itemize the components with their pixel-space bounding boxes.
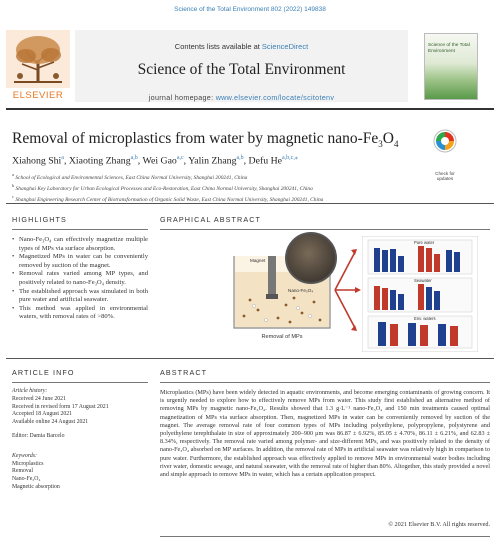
author-name[interactable]: Yalin Zhang bbox=[188, 155, 237, 167]
publisher-name: ELSEVIER bbox=[12, 90, 64, 101]
magnet-label: Magnet bbox=[250, 258, 266, 263]
online-date: Available online 24 August 2021 bbox=[12, 419, 89, 426]
abstract-rule bbox=[160, 382, 490, 383]
particles-label: Nano-Fe₃O₄ bbox=[288, 288, 314, 293]
graphical-abstract-caption: Removal of MPs bbox=[261, 334, 303, 340]
contents-line bbox=[75, 42, 408, 51]
author-name[interactable]: Xiahong Shi bbox=[12, 155, 62, 167]
affiliation-text: School of Ecological and Environmental Sciences, East China Normal University, Shanghai 200241, China bbox=[15, 174, 248, 181]
keyword[interactable]: Removal bbox=[12, 468, 33, 475]
author-affil-mark[interactable]: a,b bbox=[236, 155, 244, 161]
highlight-item: • The established approach was simulated in both pure water and artificial seawater. bbox=[12, 288, 148, 305]
sem-micrograph bbox=[285, 232, 337, 284]
author-affil-mark[interactable]: a,b,c,⁎ bbox=[282, 155, 298, 161]
affiliation-mark: b bbox=[12, 183, 15, 189]
affiliation-mark: a bbox=[12, 172, 14, 177]
chart-panel-title: Pure water bbox=[414, 240, 435, 245]
chart-panel-title: Env. waters bbox=[414, 316, 436, 321]
keyword[interactable]: Magnetic absorption bbox=[12, 483, 60, 490]
header-divider bbox=[6, 203, 494, 204]
journal-reference[interactable]: Science of the Total Environment 802 (2022) 149838 bbox=[174, 6, 326, 13]
article-info bbox=[12, 388, 148, 492]
title-subscript-3: 3 bbox=[378, 139, 383, 150]
affiliation-text: Shanghai Key Laboratory for Urban Ecological Processes and Eco-Restoration, East China Normal University, Shanghai 200241, China bbox=[15, 186, 313, 192]
title-subscript-4: 4 bbox=[394, 139, 399, 150]
highlights-list bbox=[12, 236, 148, 322]
contents-prefix: Contents lists available at bbox=[174, 42, 262, 51]
affiliations bbox=[12, 171, 492, 205]
flow-arrows bbox=[333, 240, 363, 340]
highlights-rule bbox=[12, 229, 148, 230]
abstract-heading: ABSTRACT bbox=[160, 368, 208, 377]
graphical-abstract-rule bbox=[160, 229, 490, 230]
author-name[interactable]: Wei Gao bbox=[142, 155, 177, 167]
abstract-text: Microplastics (MPs) have been widely detected in aquatic environments, and become emerging contaminants of growing concern. It is urgently needed to explore how to effectively remove MPs from water. This study first established an alternative method of removing MPs by magnetic nano-Fe₃O₄. Results showed that 1.3 g·L⁻¹ nano-Fe₃O₄ and 150 min treatments caused optimal magnetization of MPs via surface absorption. Then, magnetized MPs in water can be conveniently removed by suction of the magnet. The average removal rate of four common types of MPs including polyethylene, polypropylene, polystyrene and polyethylene terephthalate in size of approximately 200–900 μm was 86.87 ± 6.92%, 85.05 ± 4.70%, 86.11 ± 6.21%, and 62.83 ± 8.34%, respectively. The removal rate varied among polymer- and size-different MPs, and was positively related to the density of nano-Fe₃O₄ absorbed on MP surfaces. In addition, the removal rate of MPs in artificial seawater was relatively high in comparison to pure water. Furthermore, the established approach was effectively applied to remove MPs in environmental water bodies including river water, domestic sewage, and natural seawater, with the removal rate of higher than 80%. Altogether, this study provided a novel and simple approach to remove MPs in water, which has a certain application prospect. bbox=[160, 389, 490, 479]
title-main: Removal of microplastics from water by magnetic nano-Fe bbox=[12, 130, 379, 147]
highlight-item: • This method was applied in environmental waters, with removal rates of >80%. bbox=[12, 305, 148, 322]
affiliation-line bbox=[12, 182, 492, 193]
title-o: O bbox=[382, 130, 394, 147]
author-list: Xiahong Shi$^a$, Xiaoting Zhang$^{a,b}$, Wei Gao$^{a,c}$, Yalin Zhang$^{a,b}$, Defu $He^{a,b,c,⁎}$ bbox=[12, 155, 298, 167]
sciencedirect-link[interactable]: ScienceDirect bbox=[261, 42, 309, 51]
journal-title: Science of the Total Environment bbox=[137, 61, 346, 78]
highlight-item: • Removal rates varied among MP types, and positively related to nano-Fe₃O₄ density. bbox=[12, 270, 148, 287]
author-affil-mark[interactable]: a,c bbox=[176, 155, 184, 161]
abstract-divider bbox=[6, 358, 494, 359]
graphical-abstract-charts bbox=[362, 236, 478, 352]
check-for-updates-badge[interactable] bbox=[430, 128, 460, 181]
author-affil-mark[interactable]: a bbox=[61, 155, 64, 161]
homepage-link[interactable]: www.elsevier.com/locate/scitotenv bbox=[215, 93, 335, 102]
graphical-abstract-heading: GRAPHICAL ABSTRACT bbox=[160, 215, 262, 224]
keywords-label: Keywords: bbox=[12, 452, 37, 459]
author-affil-mark[interactable]: a,b bbox=[130, 155, 138, 161]
author-name[interactable]: Xiaoting Zhang bbox=[68, 155, 131, 167]
article-info-rule bbox=[12, 382, 148, 383]
affiliation-mark: c bbox=[12, 194, 14, 200]
article-title bbox=[12, 130, 412, 149]
masthead-rule bbox=[6, 108, 494, 110]
affiliation-line bbox=[12, 171, 492, 182]
keyword[interactable]: Nano-Fe₃O₄ bbox=[12, 476, 41, 483]
accepted-date: Accepted 18 August 2021 bbox=[12, 411, 73, 418]
highlight-item: • Magnetized MPs in water can be conveniently removed by suction of the magnet. bbox=[12, 253, 148, 270]
abstract-bottom-rule bbox=[160, 536, 490, 537]
author-name[interactable]: Defu He bbox=[248, 155, 283, 167]
highlights-heading: HIGHLIGHTS bbox=[12, 215, 67, 224]
revised-date: Received in revised form 17 August 2021 bbox=[12, 403, 109, 410]
badge-label: Check for updates bbox=[435, 171, 455, 181]
history-label: Article history: bbox=[12, 388, 48, 394]
chart-panel-title: Seawater bbox=[414, 278, 432, 283]
journal-homepage bbox=[75, 93, 408, 102]
received-date: Received 24 June 2021 bbox=[12, 395, 66, 402]
highlight-item: • Nano-Fe₃O₄ can effectively magnetize multiple types of MPs via surface absorption. bbox=[12, 236, 148, 253]
keyword[interactable]: Microplastics bbox=[12, 460, 44, 467]
homepage-prefix: journal homepage: bbox=[148, 93, 216, 102]
editor-line: Editor: Damia Barcelo bbox=[12, 432, 65, 439]
copyright-notice: © 2021 Elsevier B.V. All rights reserved. bbox=[388, 521, 490, 528]
article-info-heading: ARTICLE INFO bbox=[12, 368, 75, 377]
affiliation-text: Shanghai Engineering Research Center of Biotransformation of Organic Solid Waste, East China Normal University, Shanghai 200241, China bbox=[15, 197, 324, 204]
cover-title: Science of the Total Environment bbox=[428, 43, 470, 54]
